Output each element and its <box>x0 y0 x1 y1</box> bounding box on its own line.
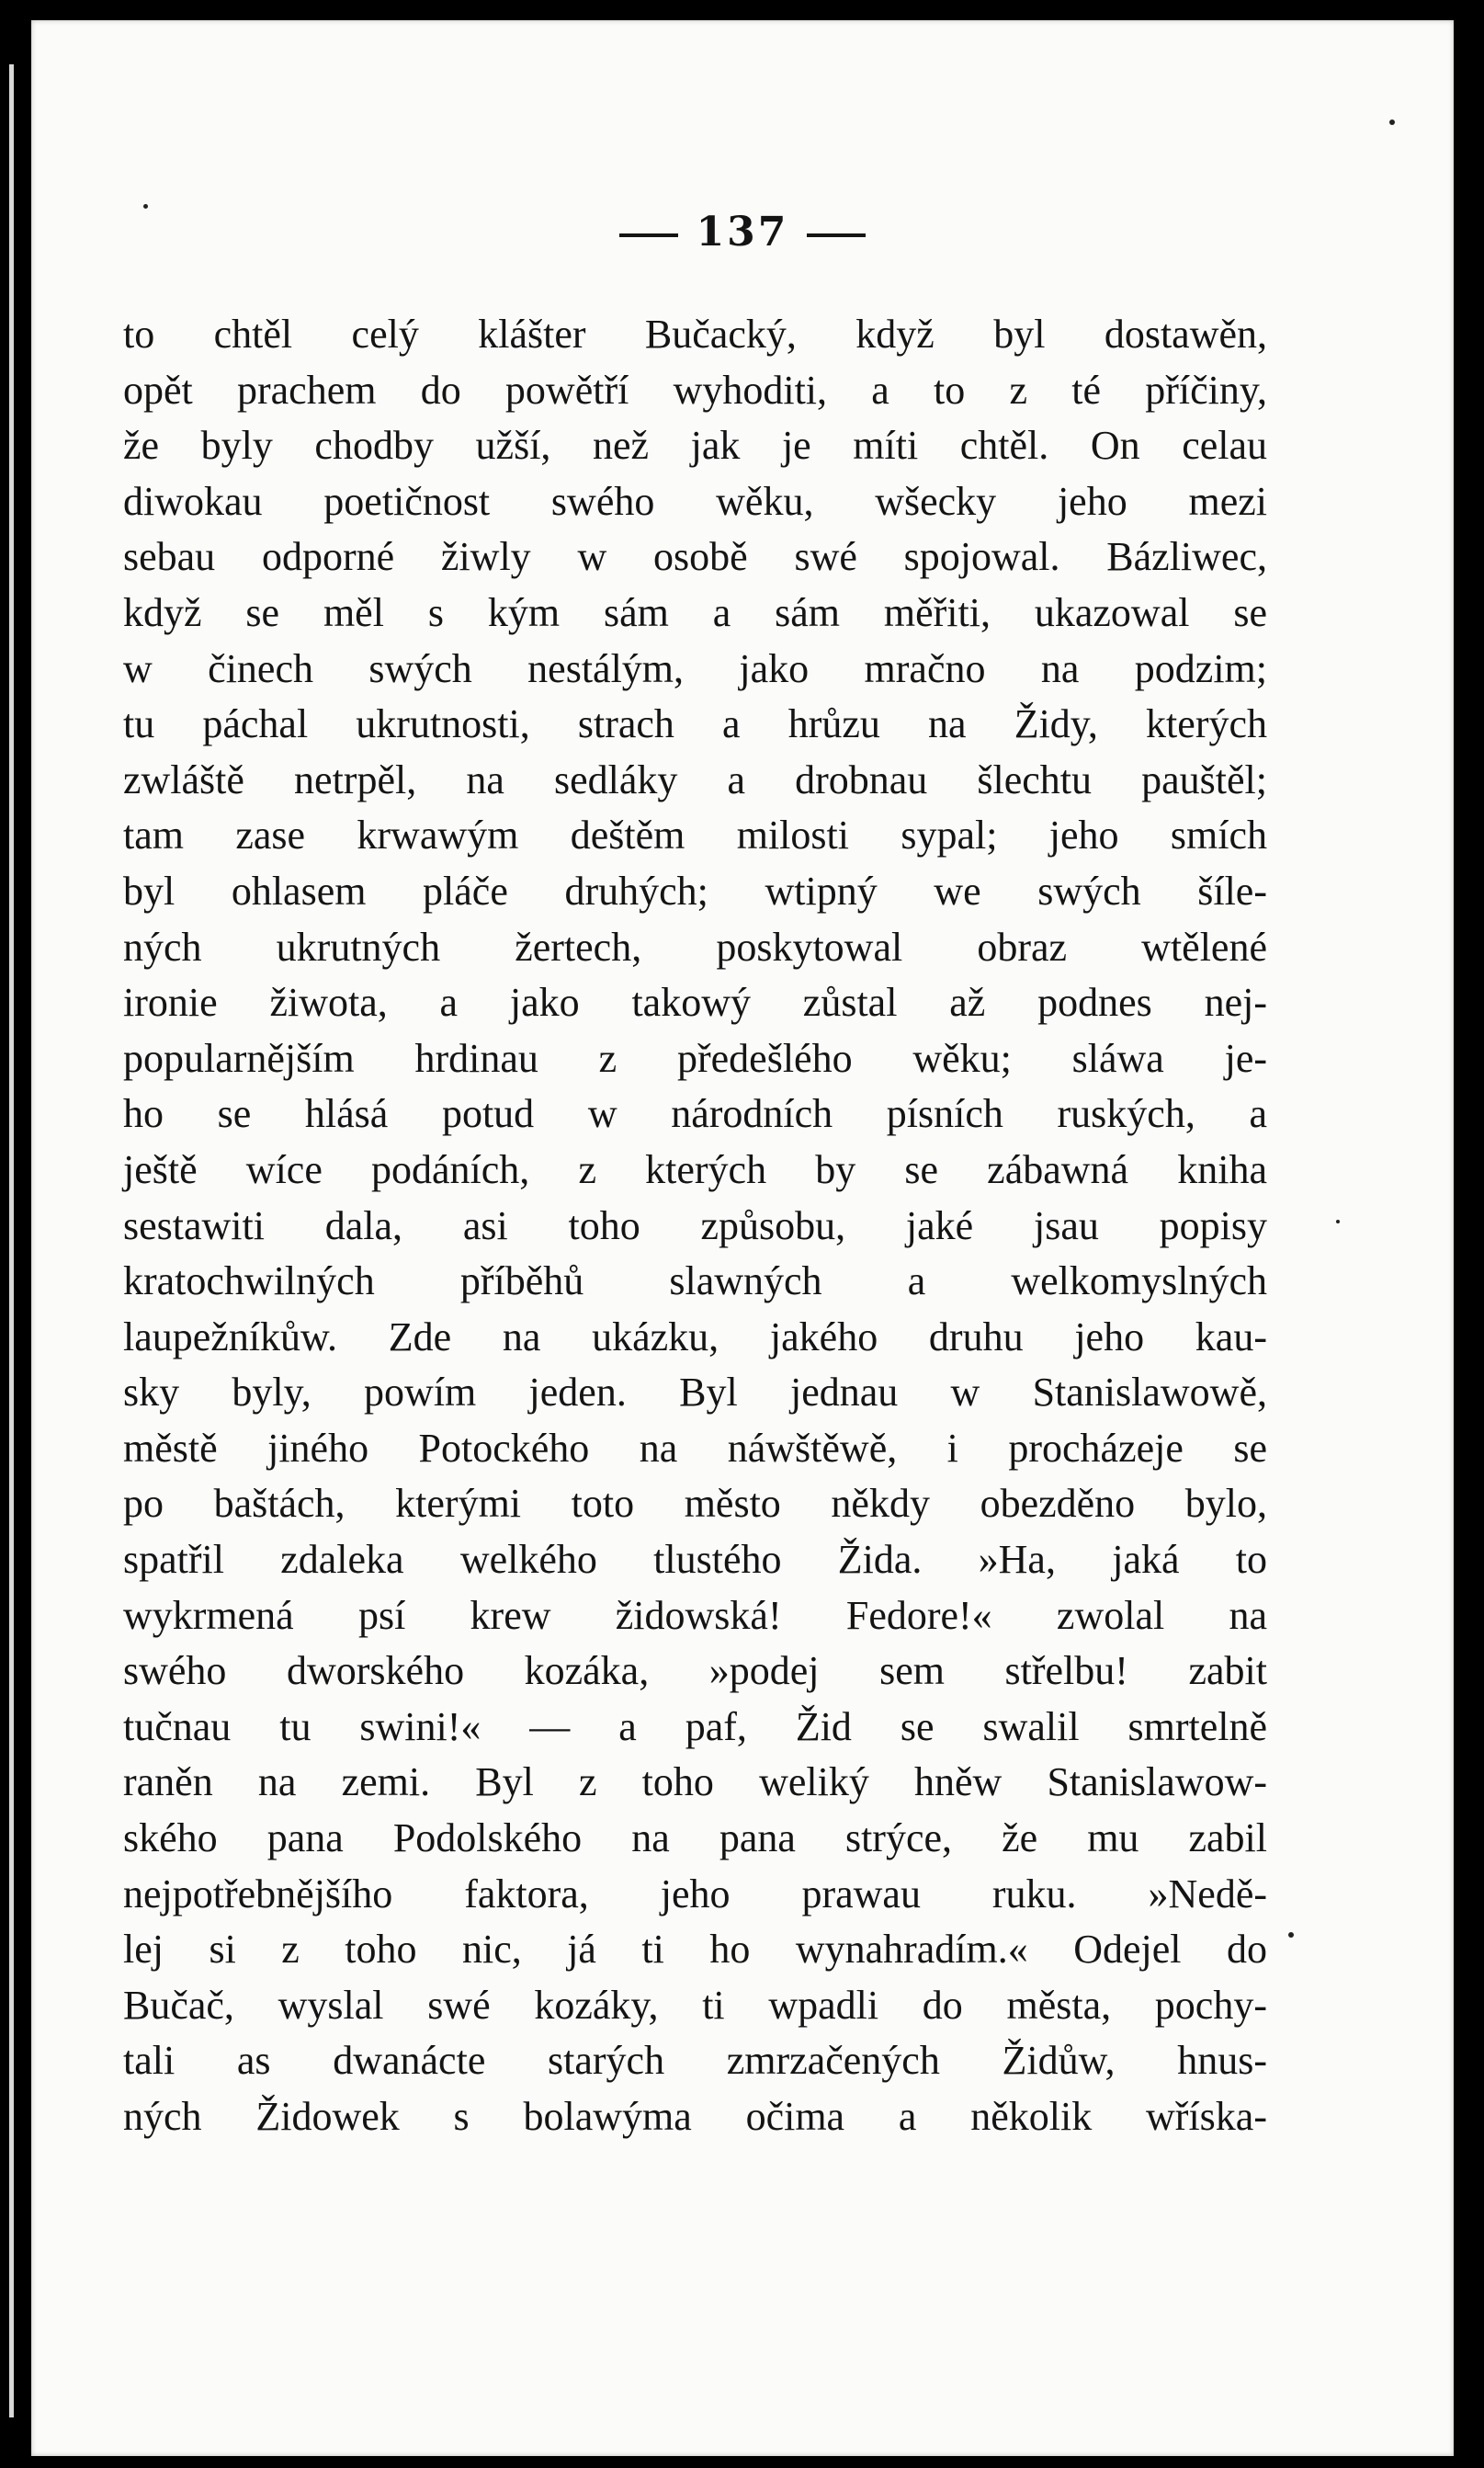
text-line: popularnějším hrdinau z předešlého wěku; sláwa je- <box>123 1035 1267 1081</box>
header-dash-left <box>619 233 678 237</box>
text-line: že byly chodby užší, než jak je míti chtěl. On celau <box>123 423 1267 469</box>
book-page <box>31 20 1454 2456</box>
header-dash-right <box>807 233 866 237</box>
text-line: w činech swých nestálým, jako mračno na podzim; <box>123 645 1267 691</box>
text-line: tam zase krwawým deštěm milosti sypal; jeho smích <box>123 813 1267 859</box>
text-line: tučnau tu swini!« — a paf, Žid se swalil smrtelně <box>123 1703 1267 1749</box>
text-line: kratochwilných příběhů slawných a welkomyslných <box>123 1258 1267 1304</box>
text-line: tali as dwanácte starých zmrzačených Židůw, hnus- <box>123 2038 1267 2084</box>
paper-speck <box>1336 1220 1340 1223</box>
left-margin-edge <box>0 0 31 2468</box>
text-line: ského pana Podolského na pana strýce, že mu zabil <box>123 1815 1267 1861</box>
text-line: ných Židowek s bolawýma očima a několik wříska- <box>123 2094 1267 2139</box>
text-line: ještě wíce podáních, z kterých by se zábawná kniha <box>123 1146 1267 1192</box>
text-line: zwláště netrpěl, na sedláky a drobnau šlechtu pauštěl; <box>123 756 1267 802</box>
text-line: ho se hlásá potud w národních písních ruských, a <box>123 1091 1267 1137</box>
body-text <box>123 307 1267 2145</box>
text-line: po baštách, kterými toto město někdy obezděno bylo, <box>123 1481 1267 1527</box>
text-line: opět prachem do powětří wyhoditi, a to z té příčiny, <box>123 367 1267 413</box>
paper-speck <box>143 204 148 209</box>
text-line: městě jiného Potockého na náwštěwě, i procházeje se <box>123 1425 1267 1471</box>
paper-speck <box>1389 119 1395 125</box>
text-line: sky byly, powím jeden. Byl jednau w Stanislawowě, <box>123 1370 1267 1416</box>
text-line: sestawiti dala, asi toho způsobu, jaké jsau popisy <box>123 1202 1267 1248</box>
text-line: ironie žiwota, a jako takowý zůstal až podnes nej- <box>123 980 1267 1026</box>
text-line: wykrmená psí krew židowská! Fedore!« zwolal na <box>123 1592 1267 1638</box>
text-line: byl ohlasem pláče druhých; wtipný we swých šíle- <box>123 868 1267 914</box>
previous-page-edge <box>9 64 14 2417</box>
text-line: sebau odporné žiwly w osobě swé spojowal. Bázliwec, <box>123 534 1267 580</box>
text-line: diwokau poetičnost swého wěku, wšecky jeho mezi <box>123 478 1267 524</box>
text-line: nejpotřebnějšího faktora, jeho prawau ruku. »Nedě- <box>123 1871 1267 1916</box>
page-number: 137 <box>696 209 789 256</box>
text-line: spatřil zdaleka welkého tlustého Žida. »Ha, jaká to <box>123 1537 1267 1583</box>
text-line: laupežníkůw. Zde na ukázku, jakého druhu jeho kau- <box>123 1314 1267 1359</box>
text-line: Bučač, wyslal swé kozáky, ti wpadli do města, pochy- <box>123 1982 1267 2028</box>
text-line: když se měl s kým sám a sám měřiti, ukazowal se <box>123 589 1267 635</box>
text-line: swého dworského kozáka, »podej sem střelbu! zabit <box>123 1648 1267 1694</box>
text-line: raněn na zemi. Byl z toho weliký hněw Stanislawow- <box>123 1759 1267 1805</box>
text-line: tu páchal ukrutnosti, strach a hrůzu na Židy, kterých <box>123 701 1267 747</box>
paper-speck <box>1288 1932 1294 1938</box>
text-line: lej si z toho nic, já ti ho wynahradím.« Odejel do <box>123 1927 1267 1973</box>
text-line: to chtěl celý klášter Bučacký, když byl dostawěn, <box>123 312 1267 357</box>
text-line: ných ukrutných žertech, poskytowal obraz wtělené <box>123 924 1267 970</box>
page-header <box>31 209 1454 256</box>
